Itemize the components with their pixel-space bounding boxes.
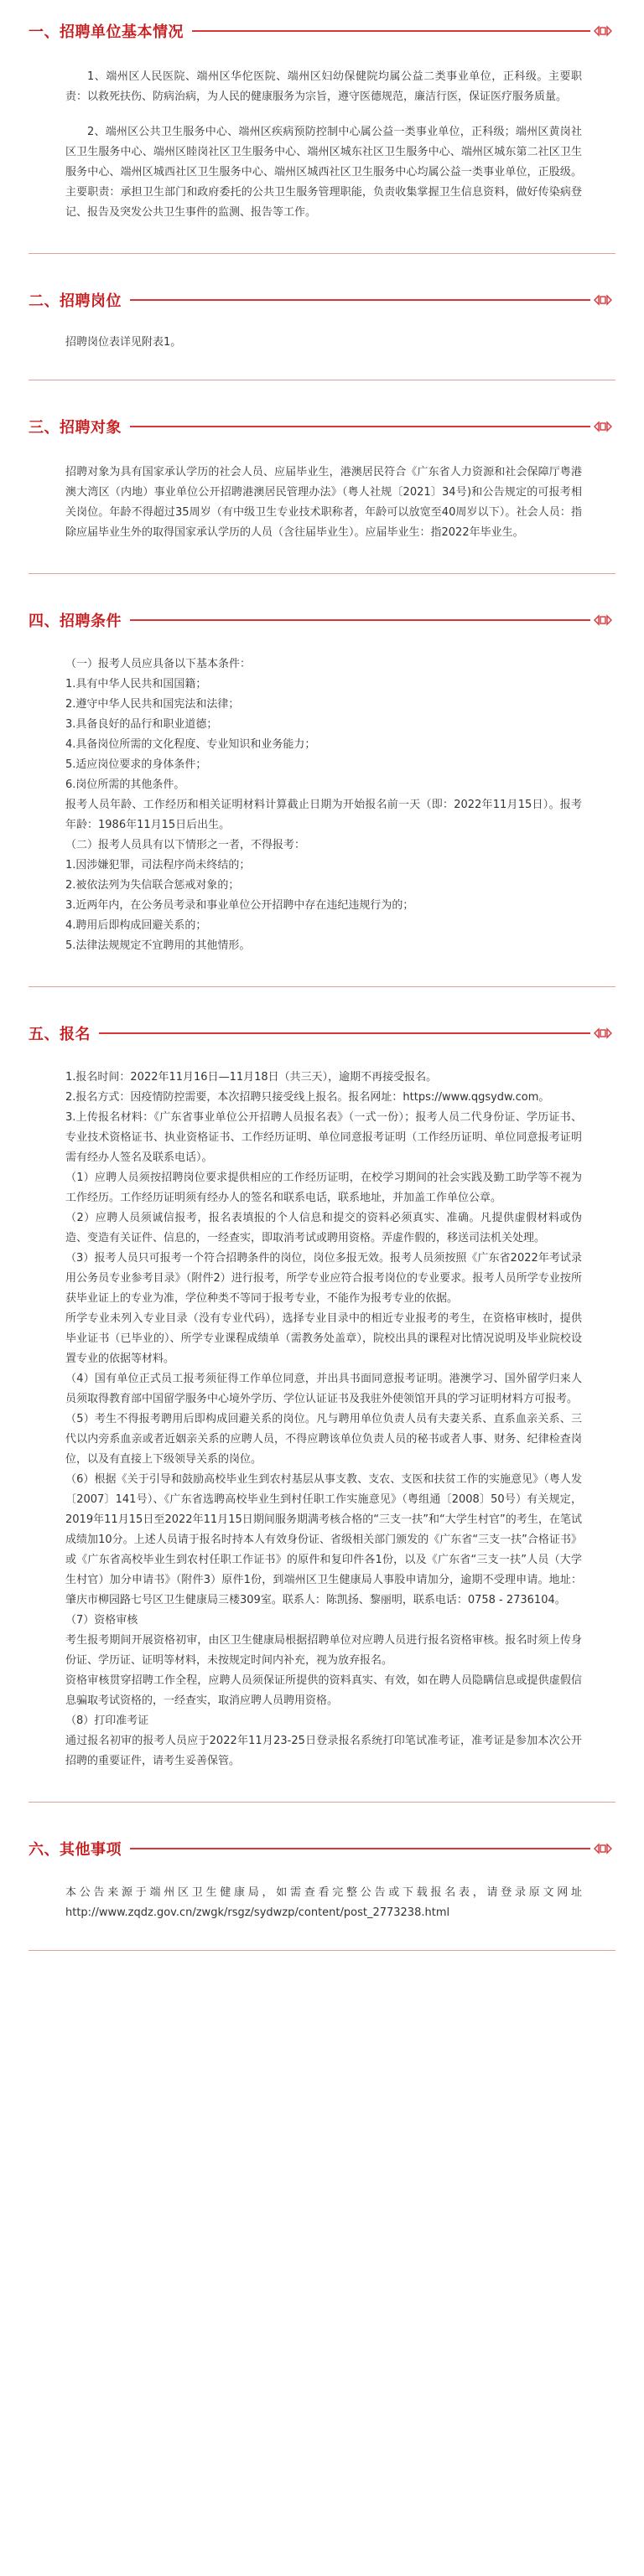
red-ornament-icon — [590, 1839, 615, 1858]
section-body — [29, 324, 615, 365]
paragraph: 3.近两年内，在公务员考录和事业单位公开招聘中存在违纪违规行为的； — [65, 899, 414, 912]
section-divider — [29, 986, 615, 987]
paragraph: 5.法律法规规定不宜聘用的其他情形。 — [65, 939, 251, 952]
section-title: 二、招聘岗位 — [29, 289, 130, 311]
section-title: 一、招聘单位基本情况 — [29, 20, 192, 42]
paragraph: 本公告来源于端州区卫生健康局，如需查看完整公告或下载报名表，请登录原文网址http://www.zqdz.gov.cn/zwgk/rsgz/sydwzp/content/post_2773238.html — [65, 1886, 582, 1919]
paragraph: （7）资格审核 — [65, 1614, 138, 1627]
section-s6 — [0, 1833, 644, 1935]
section-title: 六、其他事项 — [29, 1838, 130, 1860]
section-body — [29, 55, 615, 235]
section-rule — [192, 30, 615, 32]
paragraph: （4）国有单位正式员工报考须征得工作单位同意，并出具书面同意报考证明。港澳学习、国外留学归来人员须取得教育部中国留学服务中心境外学历、学位认证证书及我驻外使领馆开具的学习证明材料方可报考。 — [65, 1373, 582, 1405]
paragraph: 4.聘用后即构成回避关系的； — [65, 919, 207, 932]
paragraph: 1.具有中华人民共和国国籍； — [65, 678, 207, 691]
paragraph: （一）报考人员应具备以下基本条件： — [65, 658, 252, 670]
paragraph: 2.报名方式：因疫情防控需要，本次招聘只接受线上报名。报名网址：https://www.qgsydw.com。 — [65, 1091, 550, 1104]
paragraph: 考生报考期间开展资格初审，由区卫生健康局根据招聘单位对应聘人员进行报名资格审核。报名时须上传身份证、学历证、证明等材料，未按规定时间内补充，视为放弃报名。 — [65, 1634, 582, 1667]
section-rule — [130, 426, 615, 427]
paragraph: 1.因涉嫌犯罪，司法程序尚未终结的； — [65, 859, 251, 872]
paragraph: 6.岗位所需的其他条件。 — [65, 778, 185, 791]
section-s4 — [0, 604, 644, 968]
section-s5 — [0, 1017, 644, 1783]
section-rule — [130, 1848, 615, 1849]
paragraph: 2、端州区公共卫生服务中心、端州区疾病预防控制中心属公益一类事业单位，正科级；端州区黄岗社区卫生服务中心、端州区睦岗社区卫生服务中心、端州区城东社区卫生服务中心、端州区城东第二社区卫生服务中心、端州区城西社区卫生服务中心、端州区城西社区卫生服务中心均属公益一类事业单位，正股级。主要职责：承担卫生部门和政府委托的公共卫生服务管理职能，负责收集掌握卫生信息资料，做好传染病登记、报告及突发公共卫生事件的监测、报告等工作。 — [65, 126, 582, 219]
paragraph: 报考人员年龄、工作经历和相关证明材料计算截止日期为开始报名前一天（即：2022年11月15日）。报考年龄：1986年11月15日后出生。 — [65, 799, 582, 831]
section-rule — [99, 1032, 615, 1034]
section-body — [29, 644, 615, 968]
paragraph: （8）打印准考证 — [65, 1715, 149, 1727]
paragraph: 5.适应岗位要求的身体条件； — [65, 758, 207, 771]
red-ornament-icon — [590, 1024, 615, 1042]
section-header — [29, 284, 615, 316]
paragraph: 招聘对象为具有国家承认学历的社会人员、应届毕业生，港澳居民符合《广东省人力资源和社会保障厅粤港澳大湾区（内地）事业单位公开招聘港澳居民管理办法》（粤人社规〔2021〕34号)和公告规定的可报考相关岗位。年龄不得超过35周岁（有中级卫生专业技术职称者，年龄可以放宽至40周岁以下）。社会人员：指除应届毕业生外的取得国家承认学历的人员（含往届毕业生）。应届毕业生：指2022年毕业生。 — [65, 466, 582, 539]
paragraph: （6）根据《关于引导和鼓励高校毕业生到农村基层从事支教、支农、支医和扶贫工作的实施意见》（粤人发〔2007〕141号）、《广东省选聘高校毕业生到村任职工作实施意见》（粤组通〔2008〕50号）有关规定，2019年11月15日至2022年11月15日期间服务期满考核合格的“三支一扶”和“大学生村官”的考生，在笔试成绩加10分。上述人员请于报名时持本人有效身份证、省级相关部门颁发的《广东省“三支一扶”合格证书》或《广东省高校毕业生到农村任职工作证书》的原件和复印件各1份，以及《广东省“三支一扶”人员（大学生村官）加分申请书》（附件3）原件1份，到端州区卫生健康局人事股申请加分，逾期不受理申请。地址：肇庆市柳园路七号区卫生健康局三楼309室。联系人：陈凯扬、黎丽明，联系电话：0758 - 2736104。 — [65, 1473, 582, 1606]
paragraph: 2.遵守中华人民共和国宪法和法律； — [65, 698, 240, 711]
section-header — [29, 411, 615, 442]
paragraph: 通过报名初审的报考人员应于2022年11月23-25日登录报名系统打印笔试准考证，准考证是参加本次公开招聘的重要证件，请考生妥善保管。 — [65, 1735, 582, 1767]
paragraph: 1.报名时间：2022年11月16日—11月18日（共三天），逾期不再接受报名。 — [65, 1071, 438, 1084]
paragraph: （二）报考人员具有以下情形之一者，不得报考： — [65, 839, 306, 851]
section-rule — [130, 619, 615, 621]
paragraph: （3）报考人员只可报考一个符合招聘条件的岗位，岗位多报无效。报考人员须按照《广东省2022年考试录用公务员专业参考目录》（附件2）进行报考，所学专业应符合报考岗位的专业要求。报考人员所学专业按所获毕业证上的专业为准，学位种类不等同于报考专业，不能作为报考专业的依据。 — [65, 1252, 582, 1305]
section-title: 五、报名 — [29, 1022, 99, 1044]
section-title: 四、招聘条件 — [29, 609, 130, 631]
section-s2 — [0, 284, 644, 365]
red-ornament-icon — [590, 611, 615, 629]
section-title: 三、招聘对象 — [29, 416, 130, 437]
red-ornament-icon — [590, 417, 615, 436]
section-header — [29, 15, 615, 47]
section-body — [29, 1873, 615, 1935]
paragraph: （1）应聘人员须按招聘岗位要求提供相应的工作经历证明，在校学习期间的社会实践及勤工助学等不视为工作经历。工作经历证明须有经办人的签名和联系电话，联系地址，并加盖工作单位公章。 — [65, 1172, 582, 1204]
section-body — [29, 451, 615, 555]
section-divider — [29, 1802, 615, 1803]
paragraph: 所学专业未列入专业目录（没有专业代码），选择专业目录中的相近专业报考的考生，在资格审核时，提供毕业证书（已毕业的）、所学专业课程成绩单（需教务处盖章），院校出具的课程对比情况说明及毕业院校设置专业的依据等材料。 — [65, 1312, 582, 1365]
paragraph: 3.具备良好的品行和职业道德； — [65, 718, 218, 731]
paragraph: 4.具备岗位所需的文化程度、专业知识和业务能力； — [65, 738, 316, 751]
paragraph: 1、端州区人民医院、端州区华佗医院、端州区妇幼保健院均属公益二类事业单位，正科级。主要职责：以救死扶伤、防病治病，为人民的健康服务为宗旨，遵守医德规范，廉洁行医，保证医疗服务质量。 — [65, 70, 582, 103]
paragraph: 2.被依法列为失信联合惩戒对象的； — [65, 879, 240, 892]
section-header — [29, 1833, 615, 1865]
section-header — [29, 604, 615, 636]
section-divider — [29, 573, 615, 574]
section-s3 — [0, 411, 644, 555]
section-body — [29, 1058, 615, 1783]
section-divider — [29, 1950, 615, 1951]
red-ornament-icon — [590, 291, 615, 309]
section-rule — [130, 299, 615, 301]
section-s1 — [0, 15, 644, 235]
paragraph: （2）应聘人员须诚信报考，报名表填报的个人信息和提交的资料必须真实、准确。凡提供虚假材料或伪造、变造有关证件、信息的，一经查实，即取消考试或聘用资格。弄虚作假的，移送司法机关处理。 — [65, 1212, 582, 1244]
red-ornament-icon — [590, 22, 615, 40]
paragraph: （5）考生不得报考聘用后即构成回避关系的岗位。凡与聘用单位负责人员有夫妻关系、直系血亲关系、三代以内旁系血亲或者近姻亲关系的应聘人员，不得应聘该单位负责人员的秘书或者人事、财务、纪律检查岗位，以及有直接上下级领导关系的岗位。 — [65, 1413, 582, 1466]
paragraph: 资格审核贯穿招聘工作全程，应聘人员须保证所提供的资料真实、有效，如在聘人员隐瞒信息或提供虚假信息骗取考试资格的，一经查实，取消应聘人员聘用资格。 — [65, 1674, 582, 1707]
paragraph: 3.上传报名材料：《广东省事业单位公开招聘人员报名表》（一式一份）；报考人员二代身份证、学历证书、专业技术资格证书、执业资格证书、工作经历证明、单位同意报考证明（工作经历证明、单位同意报考证明需有经办人签名及联系电话）。 — [65, 1111, 582, 1164]
section-divider — [29, 253, 615, 254]
paragraph: 招聘岗位表详见附表1。 — [65, 336, 182, 349]
section-header — [29, 1017, 615, 1049]
